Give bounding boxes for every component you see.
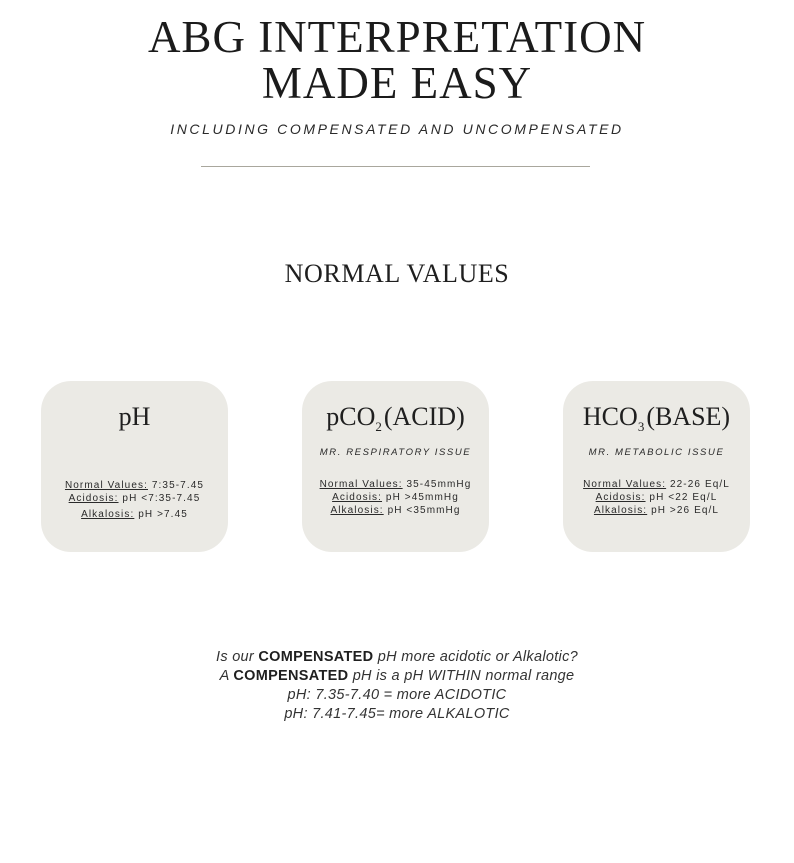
page-title [0, 14, 794, 106]
note-line-2-post: pH is a pH WITHIN normal range [348, 668, 575, 684]
ph-alkalosis-value: pH >7.45 [134, 509, 188, 520]
hco3-card-values [563, 478, 750, 517]
pco2-title-rest: (ACID) [383, 402, 465, 431]
hco3-title-main: HCO [582, 402, 638, 431]
title-line-1: ABG INTERPRETATION [147, 12, 647, 62]
ph-acidosis-label: Acidosis: [68, 493, 119, 504]
hco3-alkalosis-row [563, 504, 750, 517]
section-title: NORMAL VALUES [284, 259, 510, 288]
ph-alkalosis-label: Alkalosis: [81, 509, 135, 520]
note-line-4: pH: 7.41-7.45= more ALKALOTIC [284, 706, 510, 722]
pco2-card-values [302, 478, 489, 517]
hco3-title-rest: (BASE) [646, 402, 731, 431]
note-line-2 [0, 667, 794, 686]
pco2-normal-value: 35-45mmHg [402, 479, 472, 490]
pco2-card [302, 381, 489, 552]
note-line-1-pre: Is our [215, 649, 259, 665]
hco3-card-title [563, 399, 750, 445]
pco2-acidosis-value: pH >45mmHg [382, 492, 459, 503]
ph-normal-label: Normal Values: [64, 480, 148, 491]
pco2-title-subscript: 2 [375, 419, 382, 434]
hco3-normal-value: 22-26 Eq/L [666, 479, 730, 490]
note-line-1-post: pH more acidotic or Alkalotic? [373, 649, 578, 665]
ph-normal-value: 7:35-7.45 [147, 480, 205, 491]
note-line-1 [0, 648, 794, 667]
pco2-card-title [302, 399, 489, 445]
ph-acidosis-row [41, 492, 228, 505]
ph-normal-row [41, 479, 228, 492]
hco3-acidosis-label: Acidosis: [595, 492, 646, 503]
pco2-alkalosis-label: Alkalosis: [330, 505, 384, 516]
title-line-2: MADE EASY [261, 58, 533, 108]
hco3-alkalosis-label: Alkalosis: [593, 505, 648, 516]
pco2-alkalosis-row [302, 504, 489, 517]
title-divider [201, 166, 590, 167]
hco3-alkalosis-value: pH >26 Eq/L [647, 505, 720, 516]
hco3-title-subscript: 3 [637, 419, 645, 434]
hco3-card-subtitle: MR. METABOLIC ISSUE [588, 447, 725, 458]
hco3-acidosis-value: pH <22 Eq/L [645, 492, 718, 503]
note-line-2-pre: A [219, 668, 234, 684]
pco2-acidosis-row [302, 491, 489, 504]
hco3-card [563, 381, 750, 552]
note-line-2-bold: COMPENSATED [233, 668, 349, 684]
pco2-card-subtitle: MR. RESPIRATORY ISSUE [319, 447, 472, 458]
hco3-normal-label: Normal Values: [583, 479, 667, 490]
pco2-acidosis-label: Acidosis: [332, 492, 383, 503]
note-line-1-bold: COMPENSATED [258, 649, 374, 665]
ph-card-title: pH [118, 402, 151, 431]
compensation-note [0, 648, 794, 724]
ph-acidosis-value: pH <7:35-7.45 [118, 493, 201, 504]
hco3-acidosis-row [563, 491, 750, 504]
pco2-normal-row [302, 478, 489, 491]
ph-card-values [41, 479, 228, 521]
page-subtitle: INCLUDING COMPENSATED AND UNCOMPENSATED [170, 121, 624, 137]
hco3-normal-row [563, 478, 750, 491]
note-line-3: pH: 7.35-7.40 = more ACIDOTIC [287, 687, 507, 703]
ph-card [41, 381, 228, 552]
ph-alkalosis-row [41, 508, 228, 521]
pco2-alkalosis-value: pH <35mmHg [383, 505, 461, 516]
pco2-normal-label: Normal Values: [319, 479, 403, 490]
pco2-title-main: pCO [326, 402, 376, 431]
